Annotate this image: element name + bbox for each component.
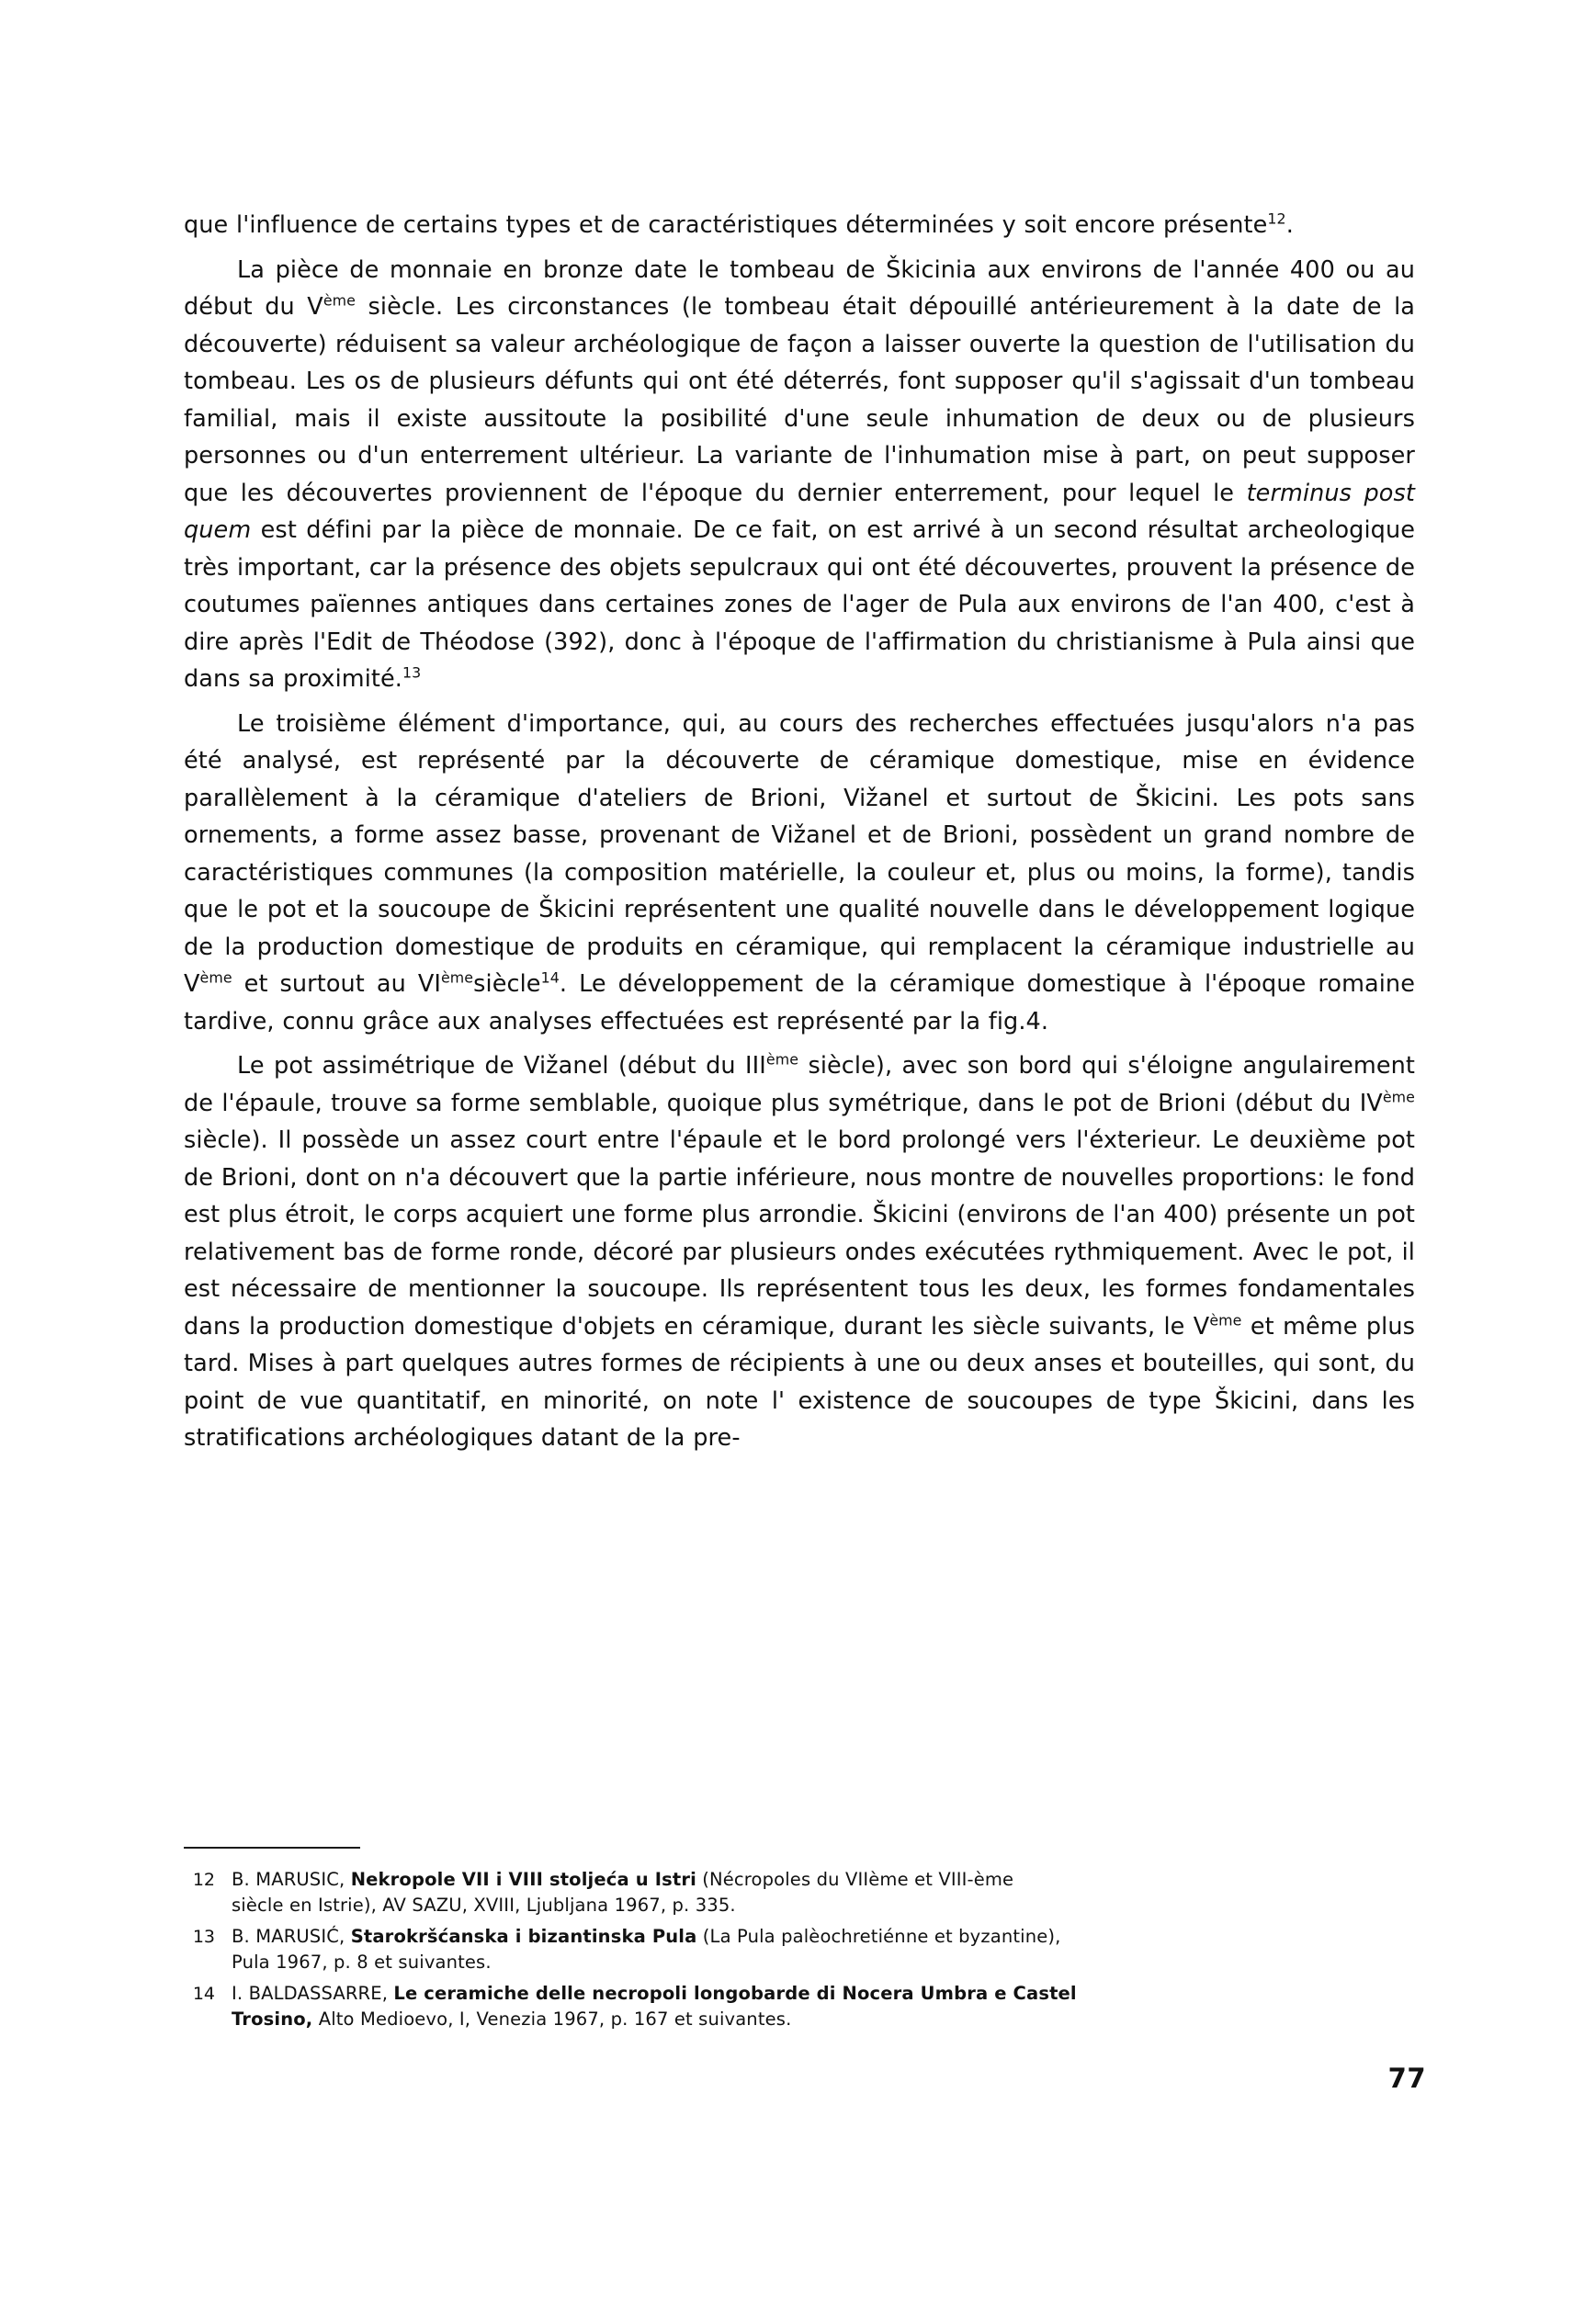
- footnote-number: 12: [192, 1870, 215, 1890]
- paragraph: Le troisième élément d'importance, qui, au cours des recherches effectuées jusqu'alors n'a pas été analysé, est représenté par la découverte de céramique domestique, mise en évidence parallèlement à la céramique d'ateliers de Brioni, Vižanel et surtout de Škicini. Les pots sans ornements, a forme assez basse, provenant de Vižanel et de Brioni, possèdent un grand nombre de caractéristiques communes (la composition matérielle, la couleur et, plus ou moins, la forme), tandis que le pot et la soucoupe de Škicini représentent une qualité nouvelle dans le développement logique de la production domestique de produits en céramique, qui remplacent la céramique industrielle au Vème et surtout au VIèmesiècle$^{14}$. Le développement de la céramique domestique à l'époque romaine tardive, connu grâce aux analyses effectuées est représenté par la fig.4.: [184, 709, 1415, 1035]
- footnote-line: Pula 1967, p. 8 et suivantes.: [232, 1952, 492, 1973]
- paragraph: La pièce de monnaie en bronze date le tombeau de Škicinia aux environs de l'année 400 ou au début du Vème siècle. Les circonstances (le tombeau était dépouillé antérieurement à la date de la découverte) réduisent sa valeur archéologique de façon a laisser ouverte la question de l'utilisation du tombeau. Les os de plusieurs défunts qui ont été déterrés, font supposer qu'il s'agissait d'un tombeau familial, mais il existe aussitoute la posibilité d'une seule inhumation de deux ou de plusieurs personnes ou d'un enterrement ultérieur. La variante de l'inhumation mise à part, on peut supposer que les découvertes proviennent de l'époque du dernier enterrement, pour lequel le terminus post quem est défini par la pièce de monnaie. De ce fait, on est arrivé à un second résultat archeologique très important, car la présence des objets sepulcraux qui ont été découvertes, prouvent la présence de coutumes païennes antiques dans certaines zones de l'ager de Pula aux environs de l'an 400, c'est à dire après l'Edit de Théodose (392), donc à l'époque de l'affirmation du christianisme à Pula ainsi que dans sa proximité.$^{13}$: [184, 255, 1415, 693]
- footnote-line: I. BALDASSARRE, Le ceramiche delle necropoli longobarde di Nocera Umbra e Castel: [232, 1983, 1077, 2004]
- footnote-item: [184, 1981, 1415, 2032]
- footnote-number: 14: [192, 1984, 215, 2004]
- footnote-line: Trosino, Alto Medioevo, I, Venezia 1967, p. 167 et suivantes.: [232, 2008, 792, 2030]
- footnotes-section: [184, 1847, 1415, 2038]
- footnote-item: [184, 1867, 1415, 1918]
- footnote-separator-rule: [184, 1847, 360, 1849]
- page-number: 77: [1387, 2063, 1426, 2094]
- body-text-column: [184, 207, 1415, 1457]
- footnote-text: [232, 1867, 1415, 1918]
- footnote-number: 13: [192, 1927, 215, 1947]
- footnote-text: [232, 1981, 1415, 2032]
- footnote-line: siècle en Istrie), AV SAZU, XVIII, Ljubljana 1967, p. 335.: [232, 1895, 736, 1916]
- footnote-item: [184, 1924, 1415, 1975]
- footnote-line: B. MARUSIĆ, Starokršćanska i bizantinska Pula (La Pula palèochretiénne et byzantine),: [232, 1926, 1061, 1947]
- footnote-line: B. MARUSIC, Nekropole VII i VIII stoljeća u Istri (Nécropoles du VIIème et VIII-ème: [232, 1869, 1014, 1890]
- paragraph: Le pot assimétrique de Vižanel (début du IIIème siècle), avec son bord qui s'éloigne angulairement de l'épaule, trouve sa forme semblable, quoique plus symétrique, dans le pot de Brioni (début du IVème siècle). Il possède un assez court entre l'épaule et le bord prolongé vers l'éxterieur. Le deuxième pot de Brioni, dont on n'a découvert que la partie inférieure, nous montre de nouvelles proportions: le fond est plus étroit, le corps acquiert une forme plus arrondie. Škicini (environs de l'an 400) présente un pot relativement bas de forme ronde, décoré par plusieurs ondes exécutées rythmiquement. Avec le pot, il est nécessaire de mentionner la soucoupe. Ils représentent tous les deux, les formes fondamentales dans la production domestique d'objets en céramique, durant les siècle suivants, le Vème et même plus tard. Mises à part quelques autres formes de récipients à une ou deux anses et bouteilles, qui sont, du point de vue quantitatif, en minorité, on note l' existence de soucoupes de type Škicini, dans les stratifications archéologiques datant de la pre-: [184, 1050, 1416, 1452]
- footnote-text: [232, 1924, 1415, 1975]
- paragraph: que l'influence de certains types et de caractéristiques déterminées y soit encore présente$^{12}$.: [184, 209, 1294, 239]
